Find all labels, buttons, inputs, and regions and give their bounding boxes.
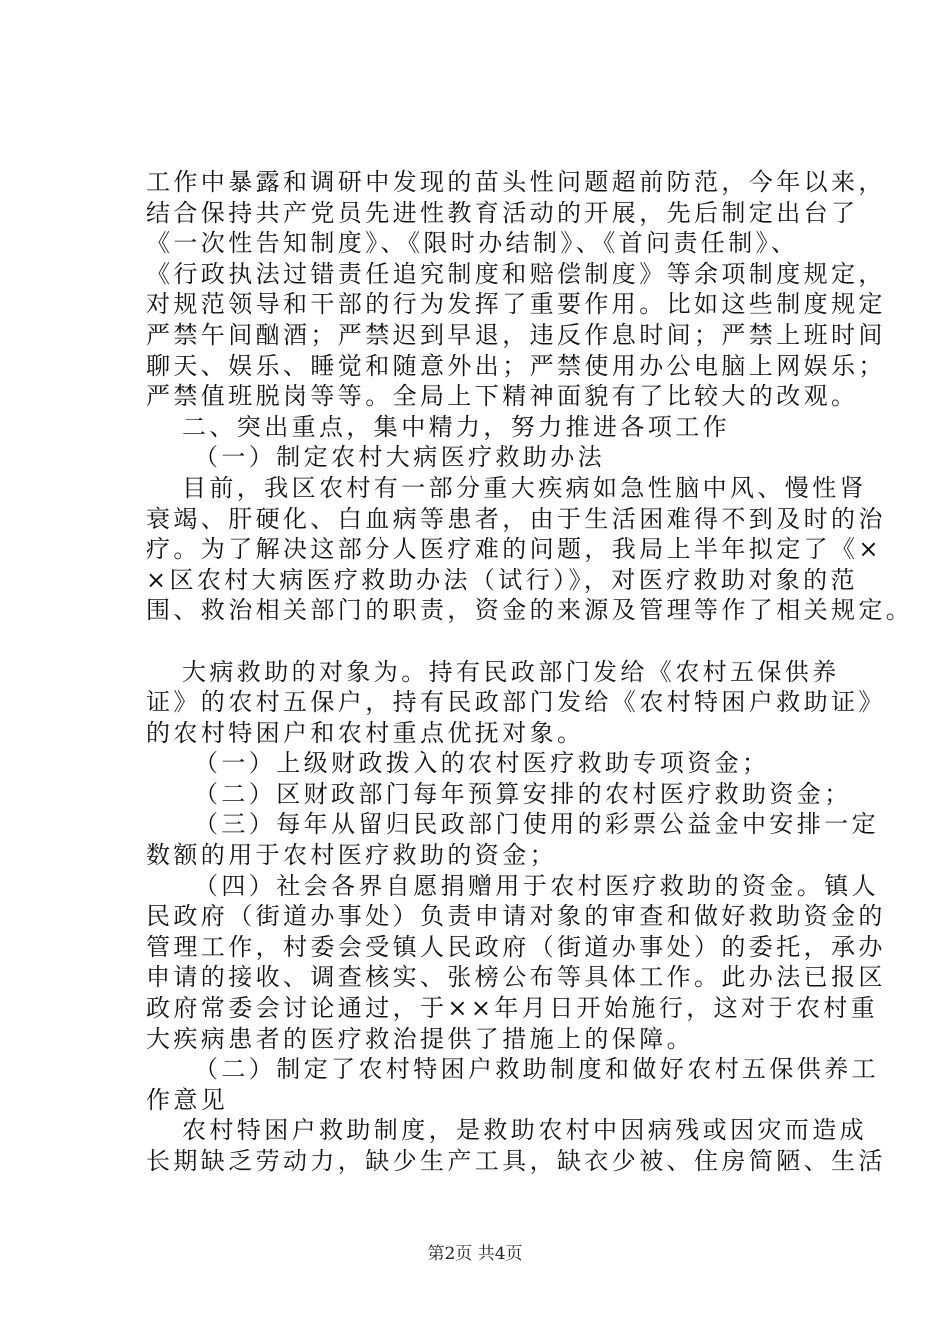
text-line: 大疾病患者的医疗救治提供了措施上的保障。 [146,1024,694,1053]
section-heading: 二、突出重点，集中精力，努力推进各项工作 [182,412,730,441]
text-line: 严禁午间酗酒；严禁迟到早退，违反作息时间；严禁上班时间 [146,320,886,349]
text-line: 管理工作，村委会受镇人民政府（街道办事处）的委托，承办 [146,932,886,961]
text-line: 作意见 [146,1085,229,1114]
text-line: 《行政执法过错责任追究制度和赔偿制度》等余项制度规定， [146,259,886,288]
text-line: 民政府（街道办事处）负责申请对象的审查和做好救助资金的 [146,902,886,931]
text-line: 政府常委会讨论通过，于××年月日开始施行，这对于农村重 [146,994,879,1023]
text-line: 工作中暴露和调研中发现的苗头性问题超前防范，今年以来， [146,168,886,196]
page-footer [0,1244,950,1264]
body-text [146,167,914,1177]
text-line: 围、救治相关部门的职责，资金的来源及管理等作了相关规定。 [146,596,914,625]
text-line: 对规范领导和干部的行为发挥了重要作用。比如这些制度规定 [146,290,886,319]
text-line: 严禁值班脱岗等等。全局上下精神面貌有了比较大的改观。 [146,382,859,411]
text-line: 衰竭、肝硬化、白血病等患者，由于生活困难得不到及时的治 [146,504,886,533]
text-line: 《一次性告知制度》、《限时办结制》、《首问责任制》、 [146,229,799,258]
page-number-label: 第2页 共4页 [427,1244,523,1264]
list-item: （三）每年从留归民政部门使用的彩票公益金中安排一定 [194,810,879,839]
text-line: 申请的接收、调查核实、张榜公布等具体工作。此办法已报区 [146,963,886,992]
text-line: 数额的用于农村医疗救助的资金； [146,841,557,870]
paragraph-gap [146,626,866,657]
text-line: 结合保持共产党员先进性教育活动的开展，先后制定出台了 [146,198,859,227]
text-line: 大病救助的对象为。持有民政部门发给《农村五保供养 [182,657,840,686]
list-item: （一）上级财政拨入的农村医疗救助专项资金； [194,749,770,778]
text-line: 农村特困户救助制度，是救助农村中因病残或因灾而造成 [182,1116,867,1145]
text-line: 聊天、娱乐、睡觉和随意外出；严禁使用办公电脑上网娱乐； [146,351,886,380]
list-item: （二）区财政部门每年预算安排的农村医疗救助资金； [194,779,852,808]
text-line: 的农村特困户和农村重点优抚对象。 [146,718,585,747]
text-line: ×区农村大病医疗救助办法（试行）》，对医疗救助对象的范 [146,565,858,594]
text-line: 证》的农村五保户，持有民政部门发给《农村特困户救助证》 [146,688,886,717]
list-item: （四）社会各界自愿捐赠用于农村医疗救助的资金。镇人 [194,871,879,900]
text-line: 长期缺乏劳动力，缺少生产工具，缺衣少被、住房简陋、生活 [146,1147,886,1175]
text-line: 目前，我区农村有一部分重大疾病如急性脑中风、慢性肾 [182,473,867,502]
subsection-heading: （一）制定农村大病医疗救助办法 [194,443,605,472]
subsection-heading: （二）制定了农村特困户救助制度和做好农村五保供养工 [194,1055,879,1084]
text-line: 疗。为了解决这部分人医疗难的问题，我局上半年拟定了《× [146,535,882,564]
